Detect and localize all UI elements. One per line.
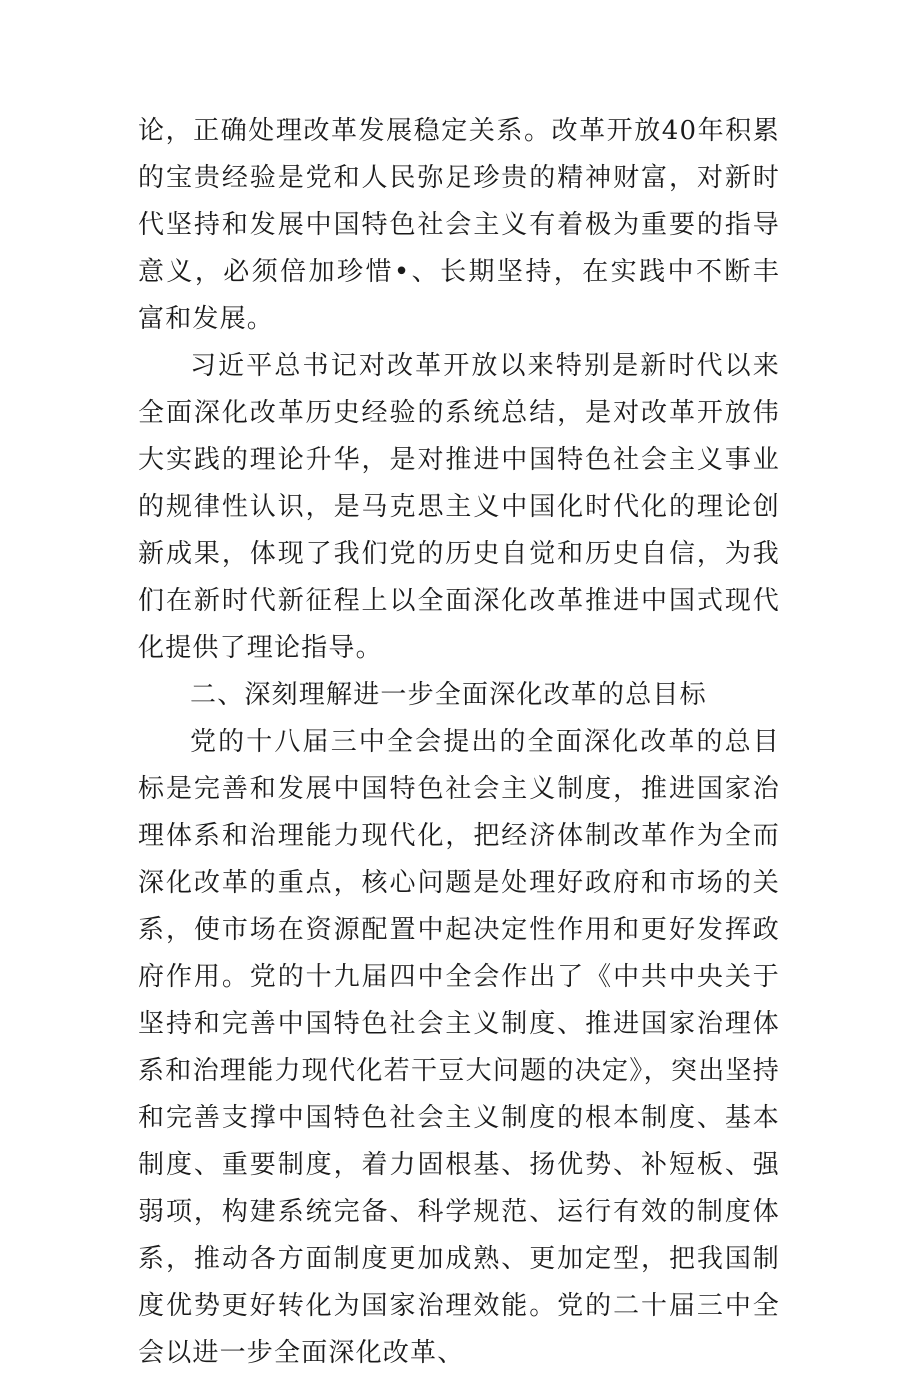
paragraph-overall-goal-detail: 党的十八届三中全会提出的全面深化改革的总目标是完善和发展中国特色社会主义制度，推进国家治理体系和治理能力现代化，把经济体制改革作为全而深化改革的重点，核心问题是处理好政府和市场的关系，使市场在资源配置中起决定性作用和更好发挥政府作用。党的十九届四中全会作出了《中共中央关于坚持和完善中国特色社会主义制度、推进国家治理体系和治理能力现代化若干豆大问题的决定》，突出坚持和完善支撑中国特色社会主义制度的根本制度、基本制度、重要制度，着力固根基、扬优势、补短板、强弱项，构建系统完备、科学规范、运行有效的制度体系，推动各方面制度更加成熟、更加定型，把我国制度优势更好转化为国家治理效能。党的二十届三中全会以进一步全面深化改革、 [138, 727, 780, 1368]
paragraph-reform-experience-conclusion: 论，正确处理改革发展稳定关系。改革开放40年积累的宝贵经验是党和人民弥足珍贵的精神财富，对新时代坚持和发展中国特色社会主义有着极为重要的指导意义，必须倍加珍惜•、长期坚持，在实践中不断丰富和发展。 [138, 116, 780, 334]
paragraph-historical-experience-summary: 习近平总书记对改革开放以来特别是新时代以来全面深化改革历史经验的系统总结，是对改革开放伟大实践的理论升华，是对推进中国特色社会主义事业的规律性认识，是马克思主义中国化时代化的理论创新成果，体现了我们党的历史自觉和历史自信，为我们在新时代新征程上以全面深化改革推进中国式现代化提供了理论指导。 [138, 351, 780, 663]
document-body [138, 108, 780, 1377]
section-heading-overall-goal: 二、深刻理解进一步全面深化改革的总目标 [190, 680, 707, 710]
